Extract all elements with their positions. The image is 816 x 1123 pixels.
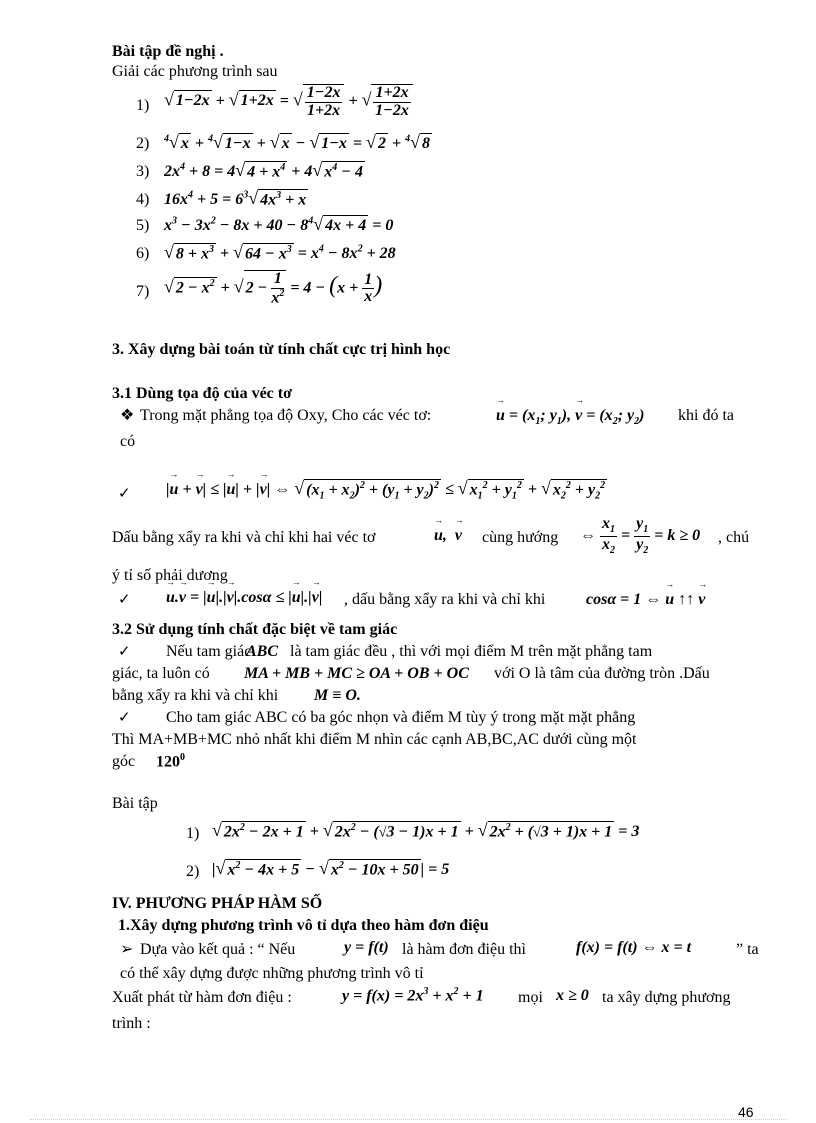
equation-6: √ $8 + x^3$ + √ $64 - x^3 = x^4 - 8x^2 + 28$ xyxy=(164,242,396,262)
exercise-equation-2: |√ $x^2 - 4x + 5$ − √ $x^2 - 10x + 50$ | = 5 xyxy=(212,858,450,878)
equation-7: √ $2 - x^2$ + √ 2 − $\frac{1}{x^2}$ = 4 − (x + $\frac{1}{x}$ ) xyxy=(164,270,383,307)
equation-1: √ 1−2x + √ 1+2x = √ $\frac{1-2x}{1+2x}$ + √ $\frac{1+2x}{1-2x}$ xyxy=(164,84,413,120)
checkmark-icon: ✓ xyxy=(118,590,131,608)
p1-b: là hàm đơn điệu thì xyxy=(402,941,526,958)
equality-mid: cùng hướng xyxy=(482,529,559,546)
dot-text: , dấu bằng xẩy ra khi và chỉ khi xyxy=(344,591,546,608)
t1-a: Nếu tam giác xyxy=(166,643,252,660)
p2-c: ta xây dựng phương xyxy=(602,989,731,1006)
checkmark-icon: ✓ xyxy=(118,642,131,660)
t2-a: Cho tam giác ABC có ba góc nhọn và điểm M tùy ý trong mặt mặt phẳng xyxy=(166,709,636,726)
t2-c: góc xyxy=(112,753,136,770)
item-number: 4) xyxy=(136,191,150,208)
section-3-2-title: 3.2 Sử dụng tính chất đặc biệt về tam giác xyxy=(112,621,398,638)
section-3-title: 3. Xây dựng bài toán từ tính chất cực trị hình học xyxy=(112,341,451,358)
monotonic-function: $y = f(x) = 2x^3 + x^2 + 1$ xyxy=(342,986,484,1005)
y-equals-f-t: y = f(t) xyxy=(344,939,389,956)
t1-c: giác, ta luôn có xyxy=(112,665,210,682)
t1-e: bằng xẩy ra khi và chỉ khi xyxy=(112,687,279,704)
triangle-abc: ABC xyxy=(246,643,279,660)
intro-text: Giải các phương trình sau xyxy=(112,63,278,80)
item-number: 7) xyxy=(136,283,150,300)
m-equiv-o: M ≡ O. xyxy=(314,687,361,704)
equation-2: $^4$√ x + $^4$√ 1−x + √ x − √ 1−x = √ 2 + $^4$√ 8 xyxy=(164,132,430,152)
vector-definitions: → $u = (x_1$; $y_1$), → $v = (x_2$; $y_2$) xyxy=(496,406,644,428)
injective-condition: f(x) = f(t) ⇔ x = t xyxy=(576,939,692,956)
footer-rule xyxy=(30,1119,786,1120)
vector-inequality: |→ u + → v| ≤ |→ u| + |→ v| ⇔ √ $(x_1 + x_2)^2 + (y_1 + y_2)^2$ ≤ √ $x_1^2 + y_1^2$ + √ $x_2^2 + y_2^2$ xyxy=(166,478,607,502)
p2-a: Xuất phát từ hàm đơn điệu : xyxy=(112,989,292,1006)
x-nonneg: x ≥ 0 xyxy=(556,987,589,1004)
angle-value: $120^0$ xyxy=(156,752,185,771)
sum-inequality: MA + MB + MC ≥ OA + OB + OC xyxy=(244,665,469,682)
arrow-bullet-icon: ➢ xyxy=(120,941,134,958)
p2-d: trình : xyxy=(112,1015,151,1032)
t1-b: là tam giác đều , thì với mọi điểm M trên mặt phẳng tam xyxy=(290,643,653,660)
item-number: 6) xyxy=(136,245,150,262)
equation-3: $2x^4 + 8 = 4√$ $4 + x^4 + 4√$ $x^4 - 4$ xyxy=(164,160,363,180)
item-number: 2) xyxy=(186,863,200,880)
p2-b: mọi xyxy=(518,989,543,1006)
p1-a: Dựa vào kết quả : “ Nếu xyxy=(140,941,296,958)
checkmark-icon: ✓ xyxy=(118,484,131,502)
ratio-condition: ⇔ $\frac{x_1}{x_2}$ = $\frac{y_1}{y_2}$ = k ≥ 0 xyxy=(580,515,701,556)
item-number: 2) xyxy=(136,135,150,152)
equation-5: $x^3 - 3x^2 - 8x + 40 - 8^4√$ 4x + 4 = 0 xyxy=(164,214,394,234)
equality-end: , chú xyxy=(718,529,750,546)
section-4-title: IV. PHƯƠNG PHÁP HÀM SỐ xyxy=(112,895,323,912)
p1-d: có thể xây dựng được những phương trình vô tỉ xyxy=(120,965,424,982)
checkmark-icon: ✓ xyxy=(118,708,131,726)
s31-line1: Trong mặt phẳng tọa độ Oxy, Cho các véc tơ: xyxy=(140,407,432,424)
exercise-label: Bài tập xyxy=(112,795,158,812)
note-ratio: ý tỉ số phải dương xyxy=(112,567,228,584)
section-3-1-title: 3.1 Dùng tọa độ của véc tơ xyxy=(112,385,292,402)
item-number: 5) xyxy=(136,217,150,234)
dot-product-inequality: → u.→ v = |→ u|.|→ v|.cosα ≤ |→ u|.|→ v| xyxy=(166,588,322,607)
t2-b: Thì MA+MB+MC nhỏ nhất khi điểm M nhìn các cạnh AB,BC,AC dưới cùng một xyxy=(112,731,637,748)
s31-line1-end: khi đó ta xyxy=(678,407,734,424)
p1-c: ” ta xyxy=(736,941,759,958)
equality-text: Dấu bằng xẩy ra khi và chỉ khi hai véc tơ xyxy=(112,529,376,546)
page-number: 46 xyxy=(738,1104,754,1120)
item-number: 1) xyxy=(186,825,200,842)
s31-line2: có xyxy=(120,433,136,450)
section-title-proposed: Bài tập đề nghị . xyxy=(112,43,224,60)
diamond-bullet-icon: ❖ xyxy=(120,407,135,424)
item-number: 3) xyxy=(136,163,150,180)
section-4-1-title: 1.Xây dựng phương trình vô tỉ dựa theo hàm đơn điệu xyxy=(118,917,489,934)
item-number: 1) xyxy=(136,97,150,114)
vectors-uv: → u, → v xyxy=(434,526,462,545)
exercise-equation-1: √ $2x^2 - 2x + 1$ + √ $2x^2 - (√3 - 1)x + 1$ + √ $2x^2 + (√3 + 1)x + 1 = 3$ xyxy=(212,820,640,840)
t1-d: với O là tâm của đường tròn .Dấu xyxy=(494,665,710,682)
cos-condition: cosα = 1 ⇔ → u ↑↑ → v xyxy=(586,590,705,609)
equation-4: $16x^4 + 5 = 6^3√$ $4x^3 + x$ xyxy=(164,188,307,208)
